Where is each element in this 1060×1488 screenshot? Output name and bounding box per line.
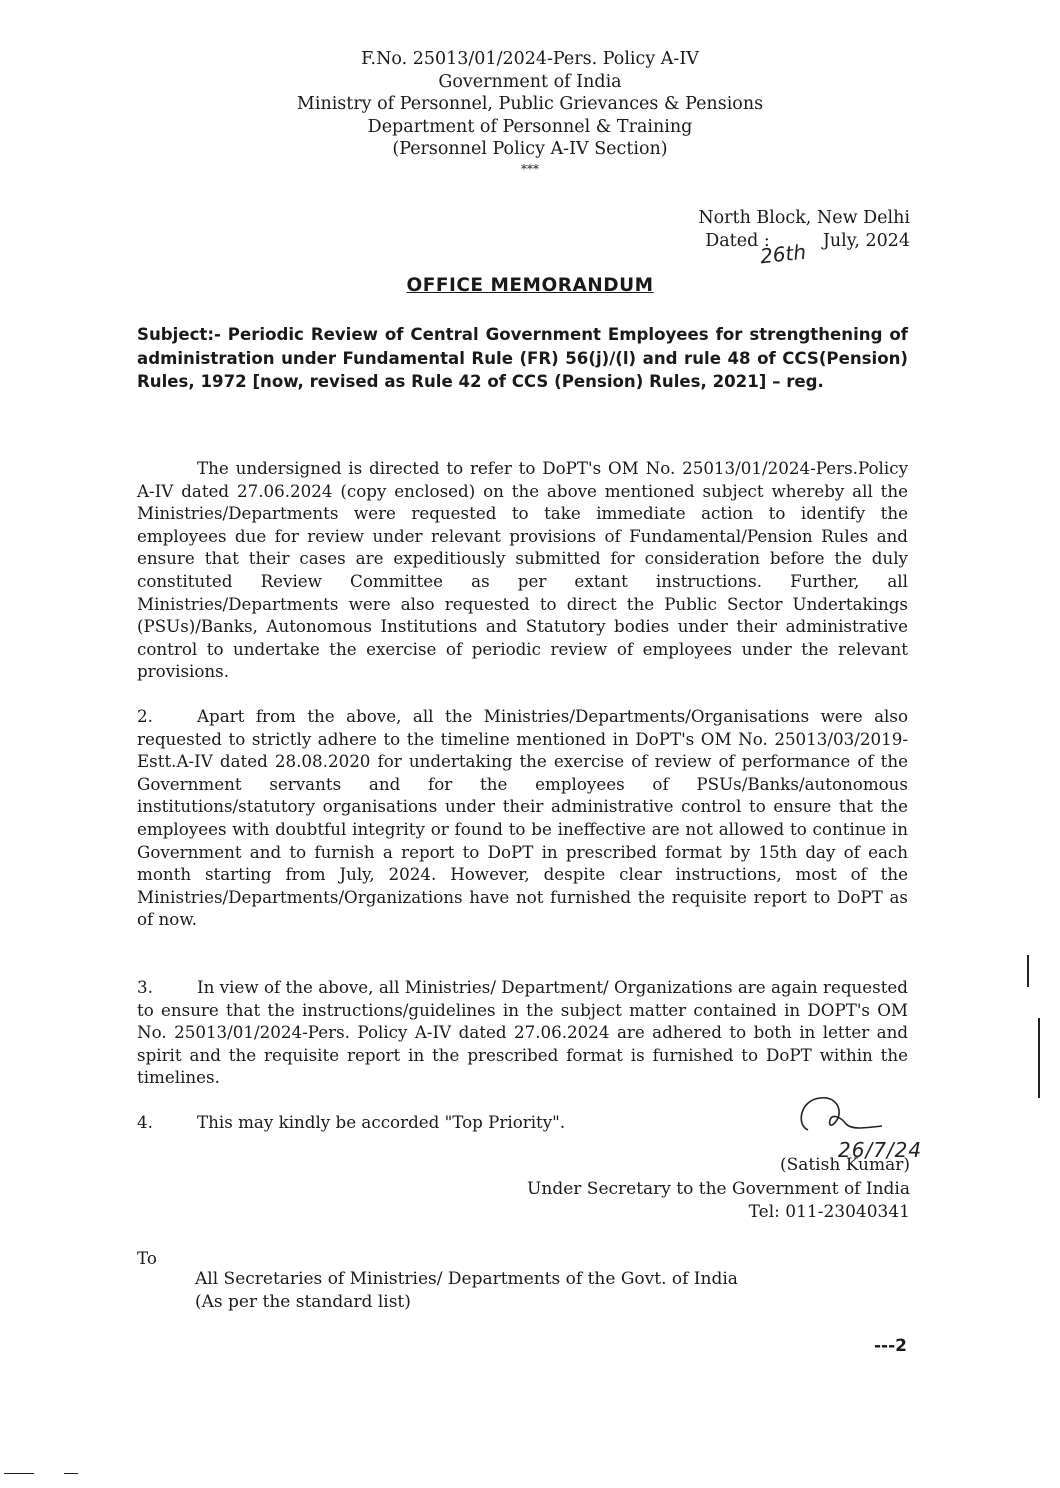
ministry-name: Ministry of Personnel, Public Grievances & Pensions [296, 94, 764, 115]
document-title: OFFICE MEMORANDUM [406, 275, 654, 296]
margin-mark [1038, 1018, 1040, 1098]
signatory-phone: Tel: 011-23040341 [748, 1202, 910, 1222]
paragraph-3 [137, 976, 908, 1089]
location: North Block, New Delhi [698, 208, 910, 228]
margin-mark [1027, 955, 1029, 987]
subject: Subject:- Periodic Review of Central Government Employees for strengthening of administration under Fundamental Rule (FR) 56(j)/(l) and rule 48 of CCS(Pension) Rules, 1972 [now, revised as Rule 42 of CCS (Pension) Rules, 2021] – reg. [137, 325, 908, 391]
paragraph-text: The undersigned is directed to refer to DoPT's OM No. 25013/01/2024-Pers.Policy A-IV dated 27.06.2024 (copy enclosed) on the above mentioned subject whereby all the Ministries/Departments were requested to take immediate action to identify the employees due for review under relevant provisions of Fundamental/Pension Rules and ensure that their cases are expeditiously submitted for consideration before the duly constituted Review Committee as per extant instructions. Further, all Ministries/Departments were also requested to direct the Public Sector Undertakings (PSUs)/Banks, Autonomous Institutions and Statutory bodies under their administrative control to undertake the exercise of periodic review of employees under the relevant provisions. [137, 458, 908, 682]
signatory-block [527, 1154, 910, 1225]
section-name: (Personnel Policy A-IV Section) [392, 139, 668, 160]
scan-dash [4, 1473, 34, 1474]
continuation-marker: ---2 [874, 1336, 907, 1356]
department-name: Department of Personnel & Training [367, 116, 693, 137]
addressee-line: (As per the standard list) [195, 1292, 411, 1312]
handwritten-day: 26th [758, 239, 808, 269]
paragraph-number: 2. [137, 706, 153, 726]
month-year: July, 2024 [822, 231, 910, 251]
paragraph-text: This may kindly be accorded "Top Priority". [197, 1112, 566, 1132]
addressee [195, 1268, 738, 1314]
file-number: F.No. 25013/01/2024-Pers. Policy A-IV [361, 49, 699, 69]
paragraph-text: Apart from the above, all the Ministries/Departments/Organisations were also requested to strictly adhere to the timeline mentioned in DoPT's OM No. 25013/03/2019-Estt.A-IV dated 28.08.2020 for undertaking the exercise of review of performance of the Government servants and for the employees of PSUs/Banks/autonomous institutions/statutory organisations under their administrative control to ensure that the employees with doubtful integrity or found to be ineffective are not allowed to continue in Government and to furnish a report to DoPT in prescribed format by 15th day of each month starting from July, 2024. However, despite clear instructions, most of the Ministries/Departments/Organizations have not furnished the requisite report to DoPT as of now. [137, 706, 908, 930]
to-label: To [137, 1248, 157, 1268]
paragraph-2 [137, 705, 908, 931]
paragraph-1 [137, 457, 908, 683]
letterhead [0, 48, 1060, 175]
paragraph-number: 4. [137, 1112, 153, 1132]
separator: *** [521, 161, 539, 176]
government-name: Government of India [438, 71, 622, 92]
signatory-name: (Satish Kumar) [779, 1155, 910, 1175]
handwritten-signature-date: 26/7/24 [838, 1138, 923, 1162]
addressee-line: All Secretaries of Ministries/ Departments of the Govt. of India [195, 1269, 738, 1289]
signatory-designation: Under Secretary to the Government of India [527, 1178, 910, 1199]
scan-dash [64, 1473, 78, 1474]
dated-label: Dated : [705, 231, 770, 251]
paragraph-text: In view of the above, all Ministries/ Department/ Organizations are again requested to ensure that the instructions/guidelines in the subject matter contained in DOPT's OM No. 25013/01/2024-Pers. Policy A-IV dated 27.06.2024 are adhered to both in letter and spirit and the requisite report in the prescribed format is furnished to DoPT within the timelines. [137, 977, 908, 1088]
paragraph-number: 3. [137, 977, 153, 997]
